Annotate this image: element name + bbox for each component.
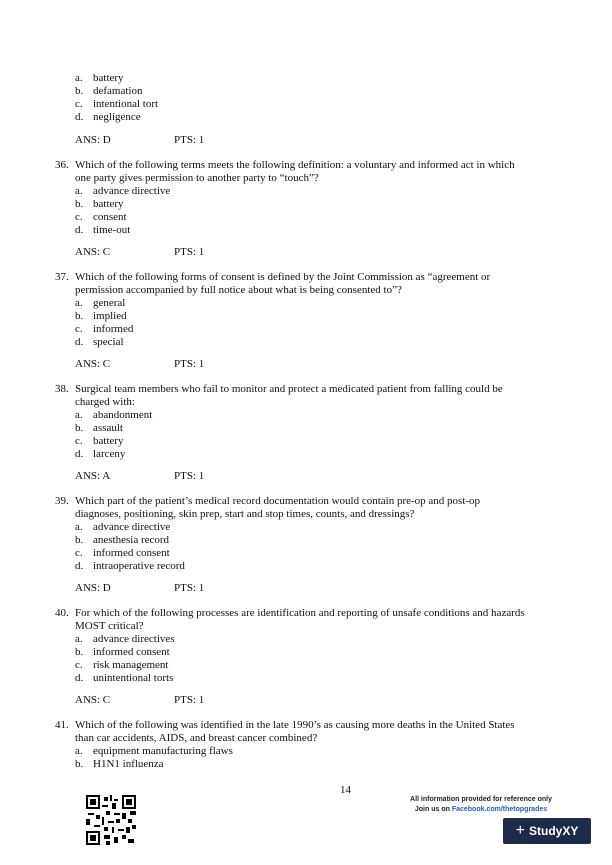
question-number: 38. [55, 383, 69, 395]
question-text: permission accompanied by full notice about what is being consented to”? [75, 284, 402, 296]
question-text: Which of the following forms of consent is defined by the Joint Commission as “agreement or [75, 271, 491, 283]
question-number: 37. [55, 271, 69, 283]
question-number: 39. [55, 495, 69, 507]
question-text: MOST critical? [75, 620, 144, 632]
question-text: than car accidents, AIDS, and breast cancer combined? [75, 732, 318, 744]
question-text: one party gives permission to another party to “touch”? [75, 172, 319, 184]
question-number: 41. [55, 719, 69, 731]
footer-disclaimer: All information provided for reference only [410, 796, 552, 803]
qr-code-icon [86, 795, 136, 845]
question-text: charged with: [75, 396, 135, 408]
question-number: 36. [55, 159, 69, 171]
question-text: diagnoses, positioning, skin prep, start and stop times, counts, and dressings? [75, 508, 415, 520]
question-text: For which of the following processes are identification and reporting of unsafe conditions and hazards [75, 607, 525, 619]
question-text: Which of the following terms meets the following definition: a voluntary and informed act in which [75, 159, 515, 171]
question-text: Surgical team members who fail to monitor and protect a medicated patient from falling could be [75, 383, 503, 395]
facebook-link[interactable]: Facebook.com/thetopgrades [451, 806, 548, 813]
footer-join-text: Join us on [414, 806, 452, 813]
studyxy-logo[interactable] [503, 818, 591, 844]
document-page: a. battery b. defamation c. intentional tort d. negligence ANS: D PTS: 1 36. Which of the following terms meets the following definition: a voluntary and informed act in which one party gives permission to another party to “touch”? a. advance directive b. battery c. consent d. time-out ANS: C PTS: 1 37. Which of the following forms of consent is defined by the Joint Commission as “agreement or permission accompanied by full notice about what is being consented to”? a. general b. implied c. informed d. special ANS: C PTS: 1 38. Surgical team members who fail to monitor and protect a medicated patient from falling could be charged with: a. abandonment b. assault c. battery d. larceny ANS: A PTS: 1 39. Which part of the patient’s medical record documentation would contain pre-op and post-op diagnoses, positioning, skin prep, start and stop times, counts, and dressings? a. advance directive b. anesthesia record c. informed consent d. intraoperative record ANS: D PTS: 1 40. For which of the following processes are identification and reporting of unsafe conditions and hazards MOST critical? a. advance directives b. informed consent c. risk management d. unintentional torts ANS: C PTS: 1 41. Which of the following was identified in the late 1990’s as causing more deaths in the United States than car accidents, AIDS, and breast cancer combined? a. equipment manufacturing flaws b. H1N1 influenza 14 All information provided for reference only Join us on Facebook.com/thetopgrades + StudyXY [0, 0, 612, 865]
question-text: Which part of the patient’s medical record documentation would contain pre-op and post-op [75, 495, 481, 507]
question-text: Which of the following was identified in the late 1990’s as causing more deaths in the United States [75, 719, 515, 731]
page-number: 14 [340, 784, 351, 796]
brand-name: StudyXY [529, 824, 579, 838]
question-number: 40. [55, 607, 69, 619]
footer-note [386, 795, 576, 815]
plus-icon: + [515, 822, 525, 839]
